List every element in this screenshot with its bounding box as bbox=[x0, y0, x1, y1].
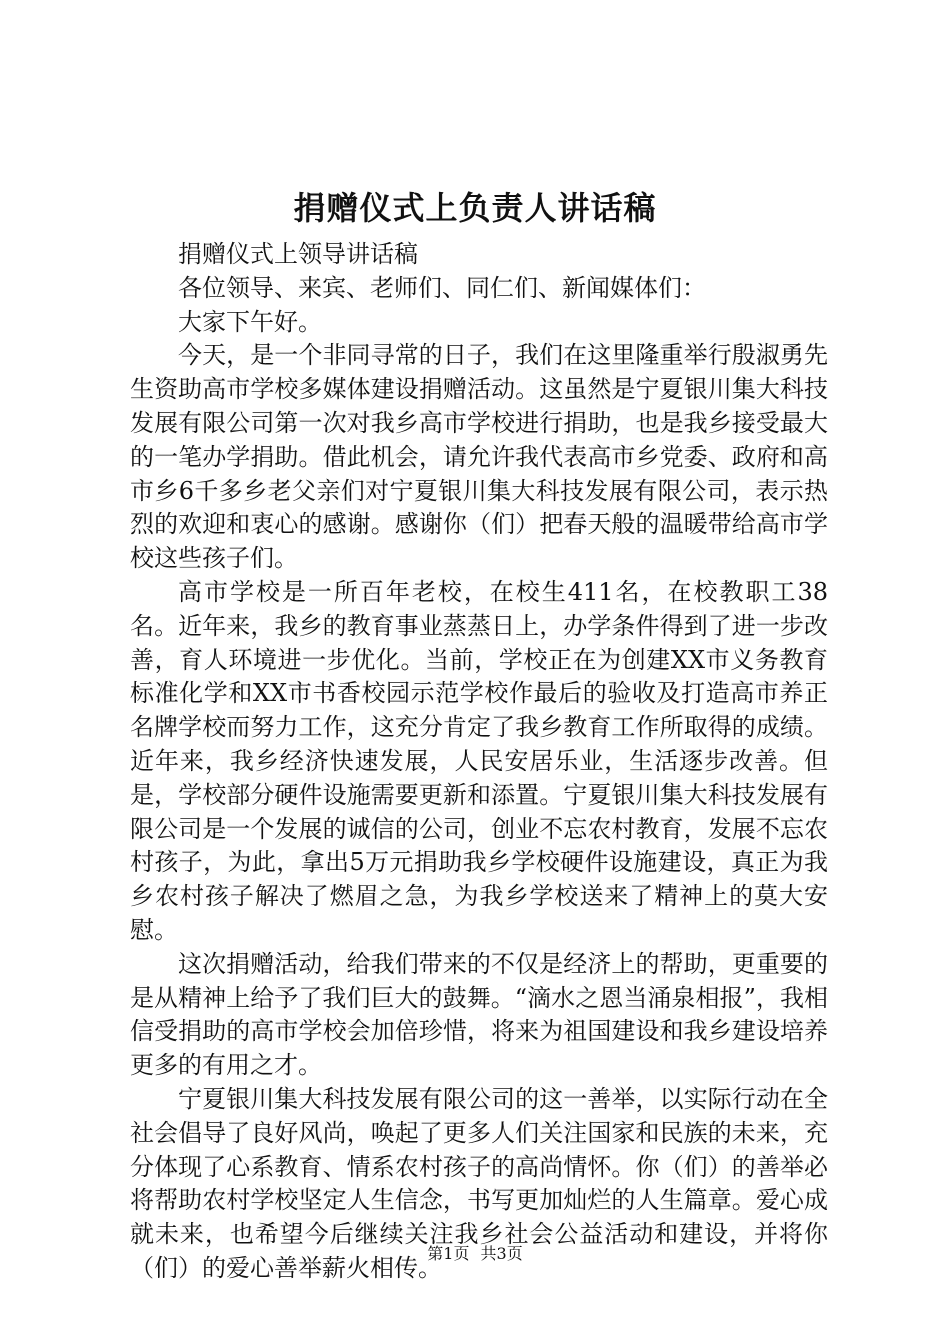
page-footer: 第1页 共3页 bbox=[427, 1244, 523, 1263]
paragraph-school-intro: 高市学校是一所百年老校，在校生411名，在校教职工38名。近年来，我乡的教育事业蒸蒸日上，办学条件得到了进一步改善，育人环境进一步优化。当前，学校正在为创建XX市义务教育标准化学和XX市书香校园示范学校作最后的验收及打造高市养正名牌学校而努力工作，这充分肯定了我乡教育工作所取得的成绩。近年来，我乡经济快速发展，人民安居乐业，生活逐步改善。但是，学校部分硬件设施需要更新和添置。宁夏银川集大科技发展有限公司是一个发展的诚信的公司，创业不忘农村教育，发展不忘农村孩子，为此，拿出5万元捐助我乡学校硬件设施建设，真正为我乡农村孩子解决了燃眉之急，为我乡学校送来了精神上的莫大安慰。 bbox=[130, 577, 828, 944]
paragraph-encouragement: 这次捐赠活动，给我们带来的不仅是经济上的帮助，更重要的是从精神上给予了我们巨大的鼓舞。“滴水之恩当涌泉相报”，我相信受捐助的高市学校会加倍珍惜，将来为祖国建设和我乡建设培养更多的有用之才。 bbox=[130, 949, 828, 1080]
paragraph-opening: 今天，是一个非同寻常的日子，我们在这里隆重举行殷淑勇先生资助高市学校多媒体建设捐赠活动。这虽然是宁夏银川集大科技发展有限公司第一次对我乡高市学校进行捐助，也是我乡接受最大的一笔办学捐助。借此机会，请允许我代表高市乡党委、政府和高市乡6千多乡老父亲们对宁夏银川集大科技发展有限公司，表示热烈的欢迎和衷心的感谢。感谢你（们）把春天般的温暖带给高市学校这些孩子们。 bbox=[130, 341, 828, 573]
paragraph-subtitle: 捐赠仪式上领导讲话稿 bbox=[178, 240, 418, 268]
paragraph-greeting: 大家下午好。 bbox=[178, 307, 322, 336]
paragraph-closing: 宁夏银川集大科技发展有限公司的这一善举，以实际行动在全社会倡导了良好风尚，唤起了更多人们关注国家和民族的未来，充分体现了心系教育、情系农村孩子的高尚情怀。你（们）的善举必将帮助农村学校坚定人生信念，书写更加灿烂的人生篇章。爱心成就未来，也希望今后继续关注我乡社会公益活动和建设，并将你（们）的爱心善举薪火相传。 bbox=[130, 1084, 828, 1282]
document-body bbox=[130, 238, 828, 1286]
document-title: 捐赠仪式上负责人讲话稿 bbox=[293, 189, 657, 227]
paragraph-salutation: 各位领导、来宾、老师们、同仁们、新闻媒体们： bbox=[178, 273, 706, 302]
